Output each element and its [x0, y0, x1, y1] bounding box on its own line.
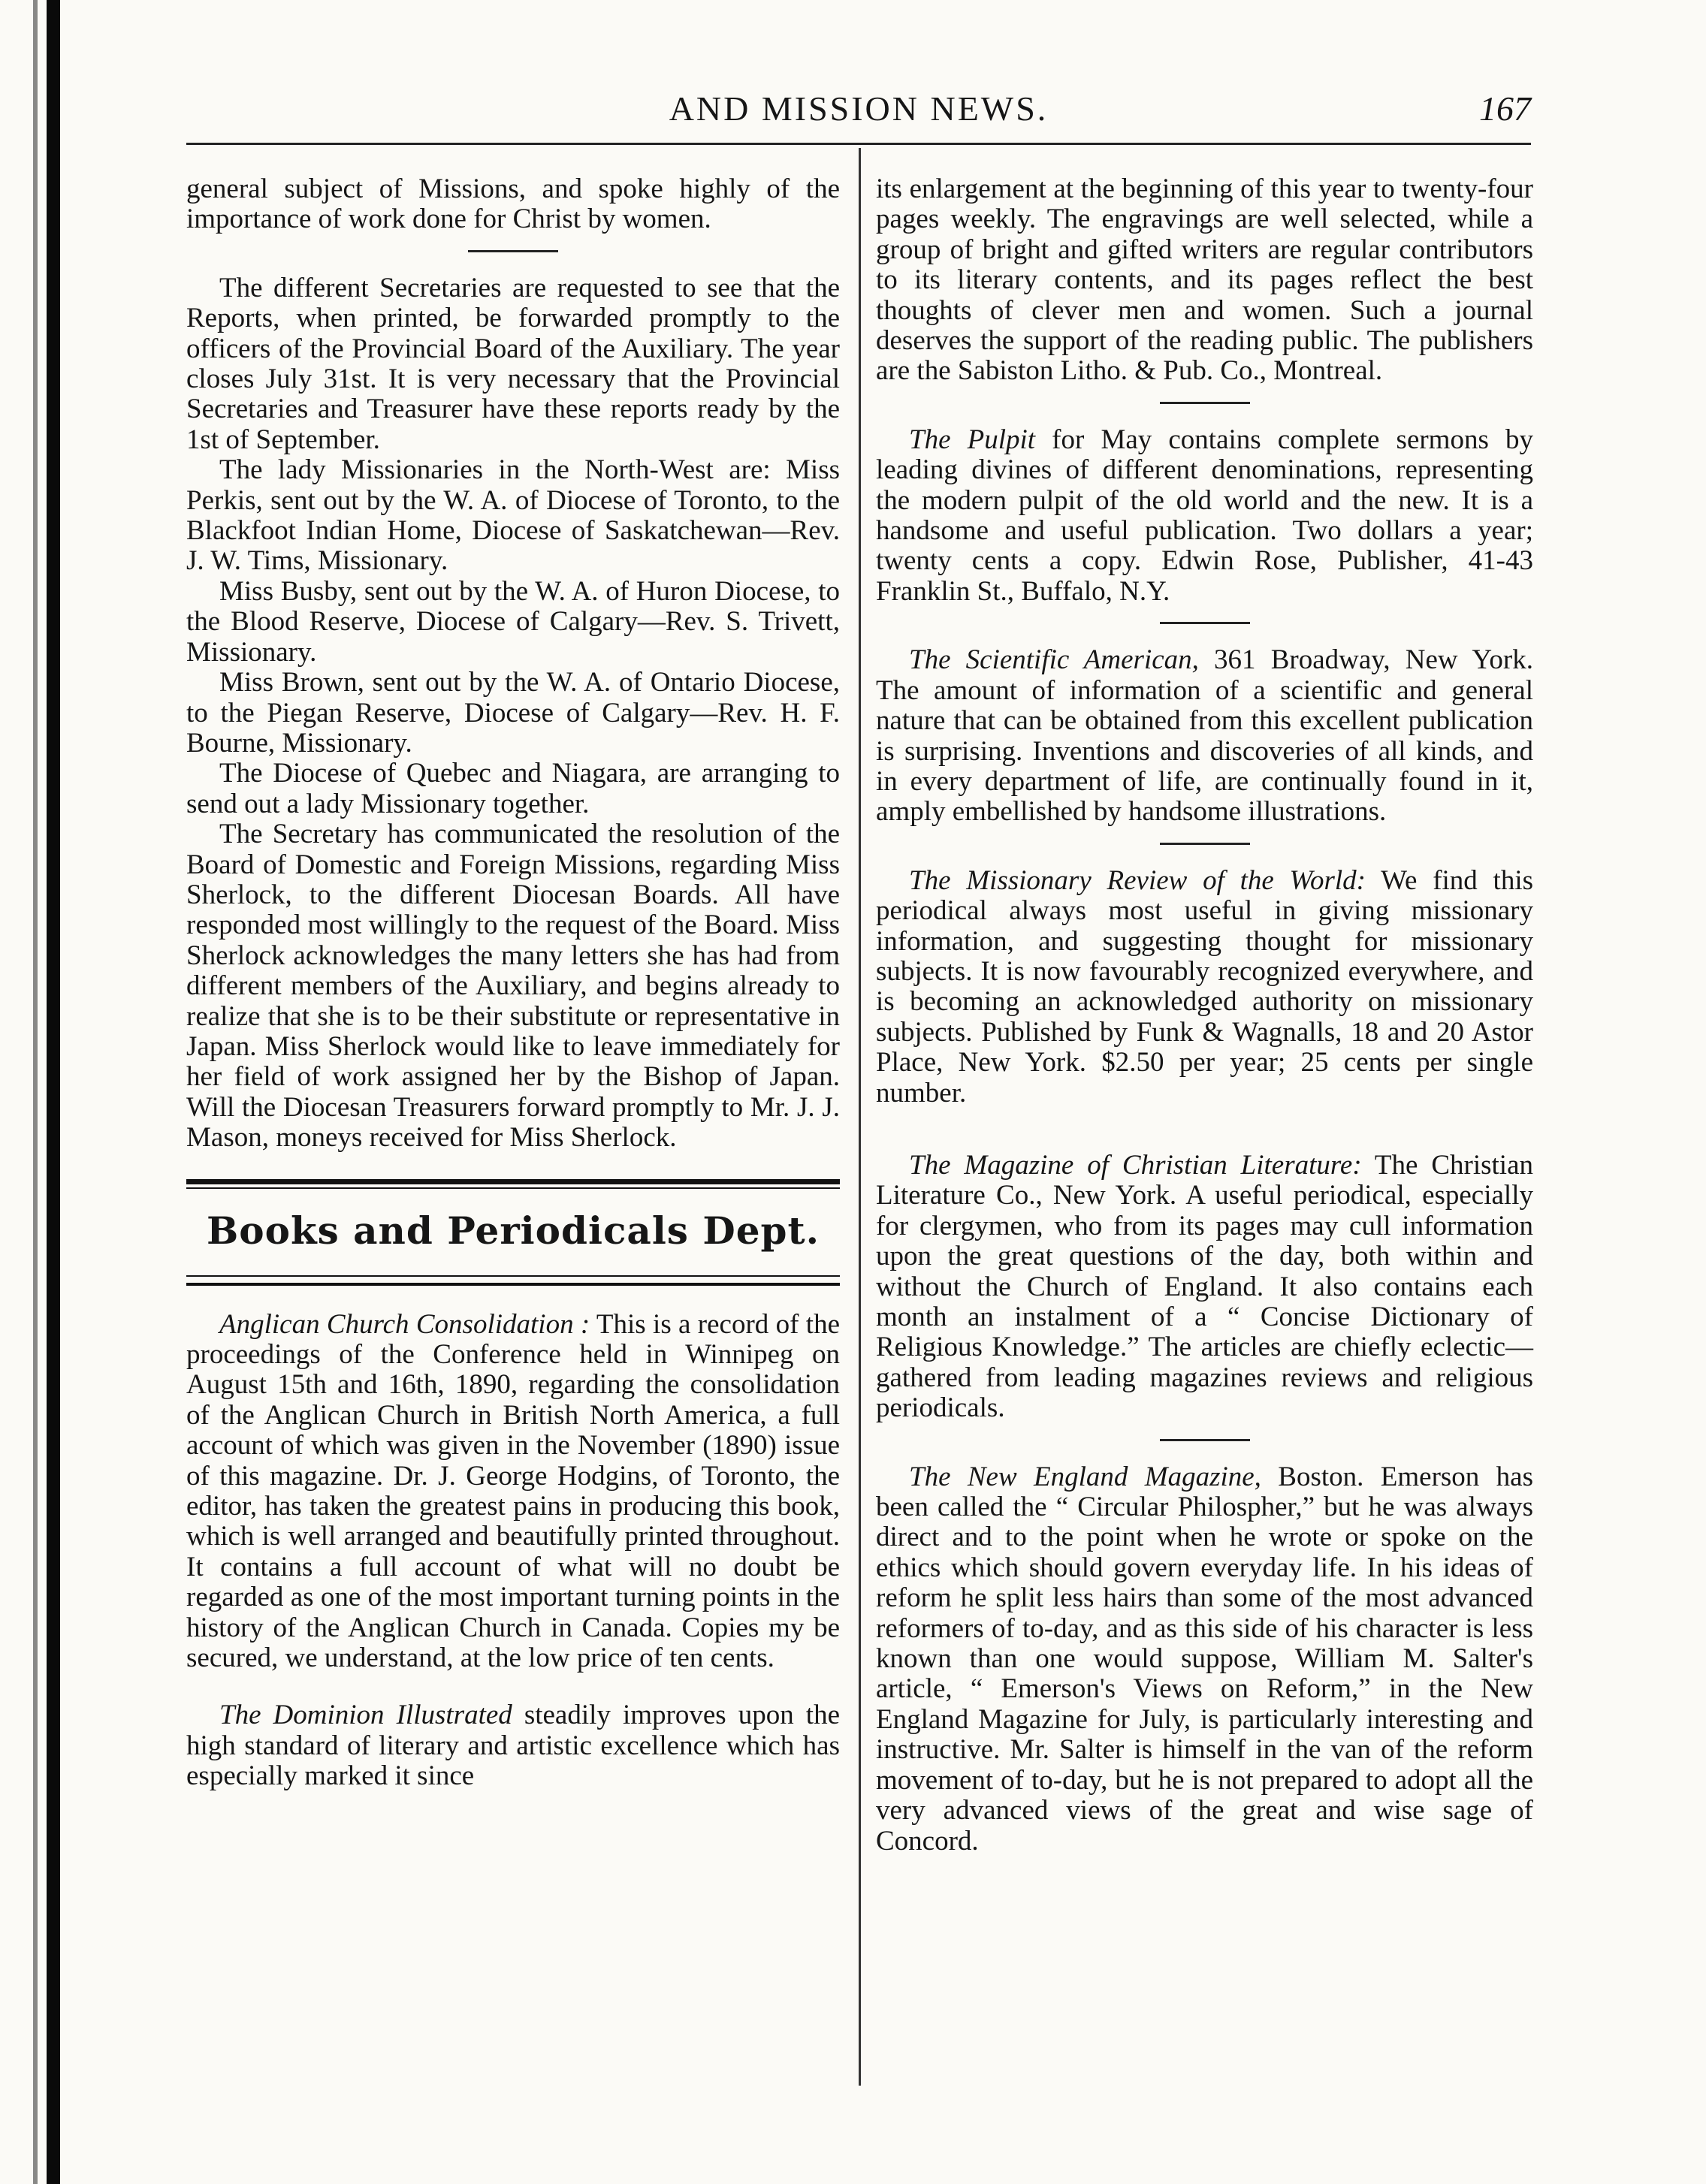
paragraph-quebec-niagara: The Diocese of Quebec and Niagara, are arranging to send out a lady Missionary together. — [186, 758, 840, 819]
review-title: The Scientific American, — [909, 644, 1199, 676]
paragraph-lady-missionaries: The lady Missionaries in the North-West are: Miss Perkis, sent out by the W. A. of Diocese of Toronto, to the Blackfoot Indian Home, Diocese of Saskatchewan—Rev. J. W. Tims, Missionary. — [186, 454, 840, 577]
review-text: Boston. Emerson has been called the “ Circular Philospher,” but he was always direct and to the point when he wrote or spoke on the ethics which should govern everyday life. In his ideas of reform he split less hairs than some of the most advanced reformers of to-day, and as this side of his character is less known than one would suppose, William M. Salter's article, “ Emerson's Views on Reform,” in the New England Magazine for July, is particularly interesting and instructive. Mr. Salter is himself in the van of the reform movement of to-day, but he is not prepared to adopt all the very advanced views of the great and wise sage of Concord. — [876, 1461, 1533, 1857]
section-separator — [1160, 843, 1250, 845]
review-text: for May contains complete sermons by leading divines of different denominations, representing the modern pulpit of the old world and the new. It is a handsome and useful publication. Two dollars a year; twenty cents a copy. Edwin Rose, Publisher, 41-43 Franklin St., Buffalo, N.Y. — [876, 424, 1533, 607]
section-separator — [1160, 1439, 1250, 1441]
section-separator — [1160, 622, 1250, 624]
review-anglican-church-consolidation — [186, 1310, 840, 1674]
column-divider — [859, 148, 861, 2086]
review-text: We find this periodical always most useful in giving missionary information, and suggesting thought for missionary subjects. It is now favourably recognized everywhere, and is becoming an acknowledged authority on missionary subjects. Published by Funk & Wagnalls, 18 and 20 Astor Place, New York. $2.50 per year; 25 cents per single number. — [876, 864, 1534, 1109]
continued-paragraph: general subject of Missions, and spoke highly of the importance of work done for Christ by women. — [186, 173, 840, 235]
binding-edge — [47, 0, 60, 2184]
review-title: The Missionary Review of the World: — [909, 864, 1366, 896]
binding-shadow — [33, 0, 38, 2184]
paragraph-miss-busby: Miss Busby, sent out by the W. A. of Huron Diocese, to the Blood Reserve, Diocese of Calgary—Rev. S. Trivett, Missionary. — [186, 575, 840, 668]
section-separator — [468, 250, 558, 252]
review-title: The Pulpit — [909, 424, 1036, 455]
page-number: 167 — [1479, 89, 1531, 128]
continued-paragraph: its enlargement at the beginning of this year to twenty-four pages weekly. The engravings are well selected, while a group of bright and gifted writers are regular contributors to its literary contents, and its pages reflect the best thoughts of clever men and women. Such a journal deserves the support of the reading public. The publishers are the Sabiston Litho. & Pub. Co., Montreal. — [876, 173, 1533, 387]
paragraph-miss-brown: Miss Brown, sent out by the W. A. of Ontario Diocese, to the Piegan Reserve, Diocese of Calgary—Rev. H. F. Bourne, Missionary. — [186, 667, 840, 759]
review-scientific-american — [876, 645, 1533, 827]
heading-rule-top — [186, 1179, 840, 1184]
review-text: This is a record of the proceedings of the Conference held in Winnipeg on August 15th and 16th, 1890, regarding the consolidation of the Anglican Church in British North America, a full account of which was given in the November (1890) issue of this magazine. Dr. J. George Hodgins, of Toronto, the editor, has taken the greatest pains in producing this book, which is well arranged and beautifully printed throughout. It contains a full account of what will no doubt be regarded as one of the most important turning points in the history of the Anglican Church in Canada. Copies my be secured, we understand, at the low price of ten cents. — [186, 1308, 840, 1674]
review-the-pulpit — [876, 425, 1533, 607]
review-title: The New England Magazine, — [909, 1461, 1261, 1492]
review-magazine-christian-literature — [876, 1151, 1533, 1424]
page-header — [186, 89, 1531, 134]
header-rule — [186, 143, 1531, 145]
paragraph-reports: The different Secretaries are requested to see that the Reports, when printed, be forwarded promptly to the officers of the Provincial Board of the Auxiliary. The year closes July 31st. It is very necessary that the Provincial Secretaries and Treasurer have these reports ready by the 1st of September. — [186, 272, 840, 455]
heading-rule-bottom — [186, 1283, 840, 1286]
right-column — [876, 174, 1533, 1857]
department-heading: Books and Periodicals Dept. — [206, 1208, 820, 1253]
review-title: The Dominion Illustrated — [219, 1700, 512, 1731]
paragraph-miss-sherlock: The Secretary has communicated the resolution of the Board of Domestic and Foreign Missions, regarding Miss Sherlock, to the different Diocesan Boards. All have responded most willingly to the request of the Board. Miss Sherlock acknowledges the many letters she has had from different members of the Auxiliary, and begins already to realize that she is to be their substitute or representative in Japan. Miss Sherlock would like to leave immediately for her field of work assigned her by the Bishop of Japan. Will the Diocesan Treasurers forward promptly to Mr. J. J. Mason, moneys received for Miss Sherlock. — [186, 819, 840, 1154]
review-dominion-illustrated — [186, 1700, 840, 1791]
review-title: The Magazine of Christian Literature: — [909, 1149, 1362, 1181]
review-text: steadily improves upon the high standard of literary and artistic excellence which has especially marked it since — [186, 1700, 840, 1792]
heading-rule-bottom-thin — [186, 1275, 840, 1277]
review-missionary-review — [876, 866, 1533, 1109]
heading-rule-top-thin — [186, 1187, 840, 1189]
review-new-england-magazine — [876, 1462, 1533, 1857]
running-head: AND MISSION NEWS. — [669, 89, 1049, 128]
review-title: Anglican Church Consolidation : — [219, 1308, 590, 1340]
section-separator — [1160, 402, 1250, 404]
review-text: The Christian Literature Co., New York. A useful periodical, especially for clergymen, who from its pages may cull information upon the great questions of the day, both within and without the Church of England. It also contains each month an instalment of a “ Concise Dictionary of Religious Knowledge.” The articles are chiefly eclectic—gathered from leading magazines reviews and religious periodicals. — [876, 1149, 1534, 1424]
review-text: 361 Broadway, New York. The amount of information of a scientific and general nature that can be obtained from this excellent publication is surprising. Inventions and discoveries of all kinds, and in every department of life, are continually found in it, amply embellished by handsome illustrations. — [876, 644, 1534, 828]
left-column — [186, 174, 840, 1792]
